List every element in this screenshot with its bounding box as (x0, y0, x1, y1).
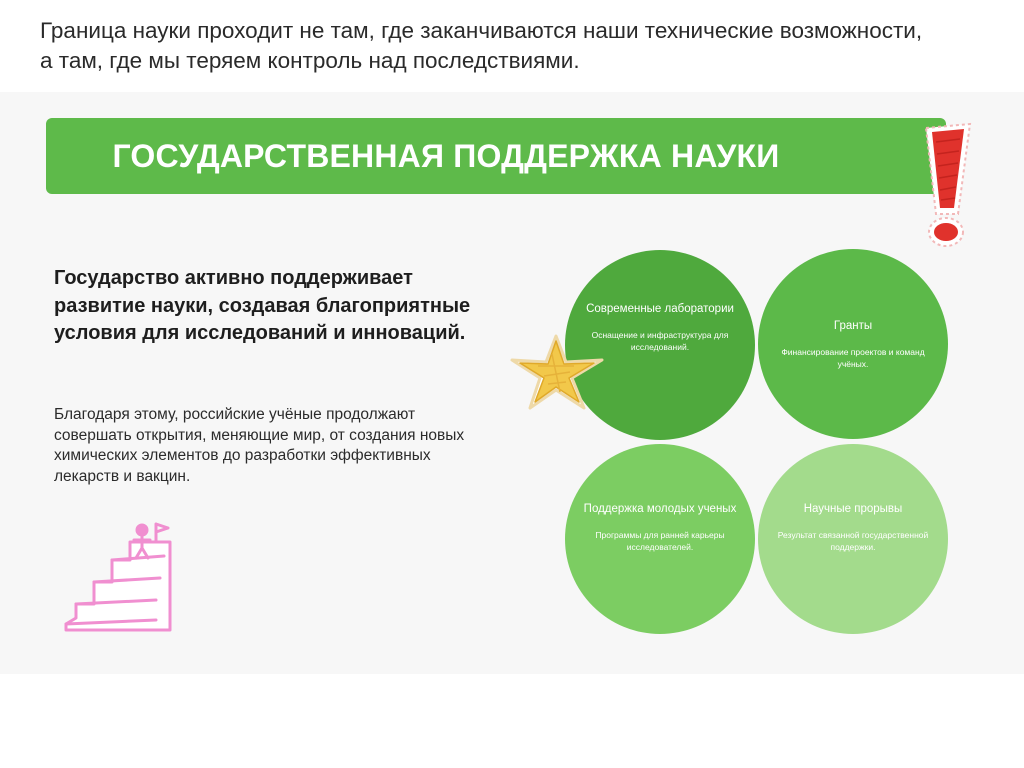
exclamation-mark-icon (918, 122, 978, 252)
circle-young-scientists (565, 444, 755, 634)
slide (0, 92, 1024, 674)
circle-young-scientists-title: Поддержка молодых ученых (583, 503, 737, 515)
circle-grants-title: Гранты (833, 320, 873, 332)
circle-breakthroughs (758, 444, 948, 634)
title-banner (46, 118, 946, 194)
quote-text: Граница науки проходит не там, где заканчиваются наши технические возможности, а там, где мы теряем контроль над последствиями. (40, 18, 923, 73)
lead-text: Государство активно поддерживает развитие науки, создавая благоприятные условия для исследований и инноваций. (54, 267, 471, 344)
circle-labs-desc: Оснащение и инфраструктура для исследований. (591, 330, 729, 352)
circle-breakthroughs-title: Научные прорывы (803, 503, 903, 515)
circle-labs-title: Современные лаборатории (586, 303, 734, 315)
stairs-icon (60, 520, 180, 640)
circle-breakthroughs-desc: Результат связанной государственной поддержки. (777, 530, 929, 552)
circle-grants-desc: Финансирование проектов и команд учёных. (781, 347, 925, 369)
banner-title: ГОСУДАРСТВЕННАЯ ПОДДЕРЖКА НАУКИ (112, 137, 780, 174)
body-text: Благодаря этому, российские учёные продолжают совершать открытия, меняющие мир, от создания новых химических элементов до разработки эффективных лекарств и вакцин. (54, 406, 465, 485)
star-icon (508, 332, 608, 412)
circle-grants (758, 249, 948, 439)
circle-young-scientists-desc: Программы для ранней карьеры исследователей. (595, 530, 725, 552)
